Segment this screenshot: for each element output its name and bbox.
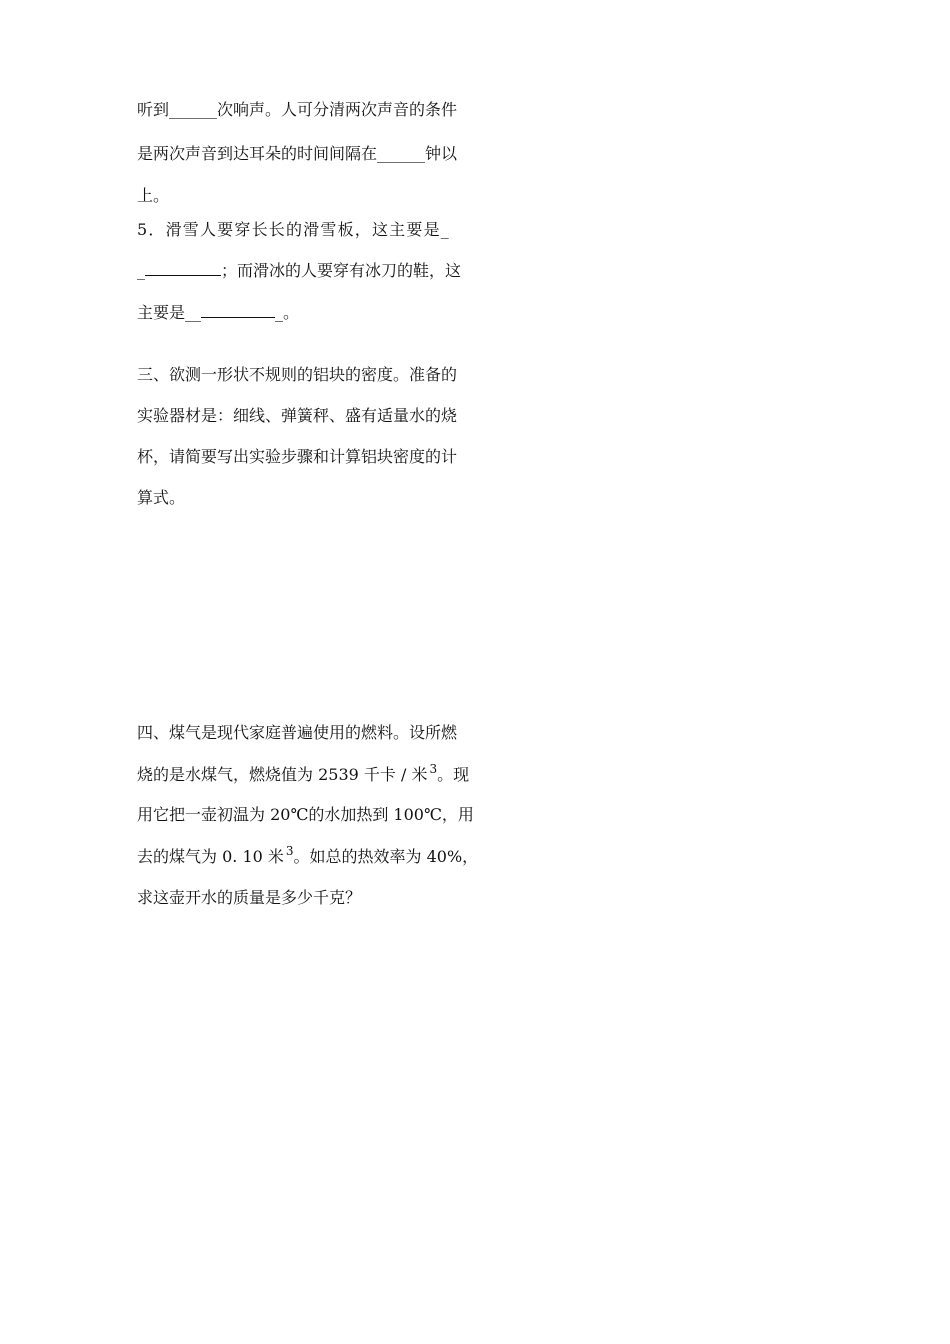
s4-line-3: 用它把一壶初温为 20℃的水加热到 100℃，用	[137, 805, 474, 824]
s4-line-5: 求这壶开水的质量是多少千克？	[137, 888, 362, 907]
s3-line-4: 算式。	[137, 488, 186, 507]
s3-line-3: 杯，请简要写出实验步骤和计算铝块密度的计	[137, 447, 458, 466]
q5-blank-lead: _	[137, 261, 145, 280]
s4-line-2	[137, 764, 469, 786]
q5-answer-blank-1[interactable]	[145, 260, 221, 276]
q4-line-2: 是两次声音到达耳朵的时间间隔在______钟以	[137, 144, 458, 163]
s3-line-1: 三、欲测一形状不规则的铝块的密度。准备的	[137, 365, 458, 384]
cubic-exponent-2: 3	[285, 844, 294, 858]
q5-line-3-lead: 主要是__	[137, 303, 202, 322]
s3-line-2: 实验器材是：细线、弹簧秤、盛有适量水的烧	[137, 406, 458, 425]
cubic-exponent-1: 3	[429, 762, 438, 776]
s4-line-4	[137, 846, 478, 868]
s4-line-2-end: 。现	[437, 765, 470, 784]
q5-line-2-text: ；而滑冰的人要穿有冰刀的鞋，这	[221, 261, 462, 280]
q5-line-3-tail: _。	[275, 303, 300, 322]
q5-line-2	[137, 260, 461, 282]
s4-line-1: 四、煤气是现代家庭普遍使用的燃料。设所燃	[137, 723, 458, 742]
s4-line-2-text: 烧的是水煤气，燃烧值为 2539 千卡 / 米	[137, 765, 428, 784]
q5-answer-blank-2[interactable]	[201, 302, 275, 318]
q5-line-1: 5．滑雪人要穿长长的滑雪板，这主要是_	[137, 220, 450, 239]
q4-line-1: 听到______次响声。人可分清两次声音的条件	[137, 100, 458, 119]
q4-line-3: 上。	[137, 186, 170, 205]
s4-line-4-end: 。如总的热效率为 40%，	[293, 847, 479, 866]
q5-line-3	[137, 302, 299, 324]
s4-line-4-text: 去的煤气为 0. 10 米	[137, 847, 284, 866]
